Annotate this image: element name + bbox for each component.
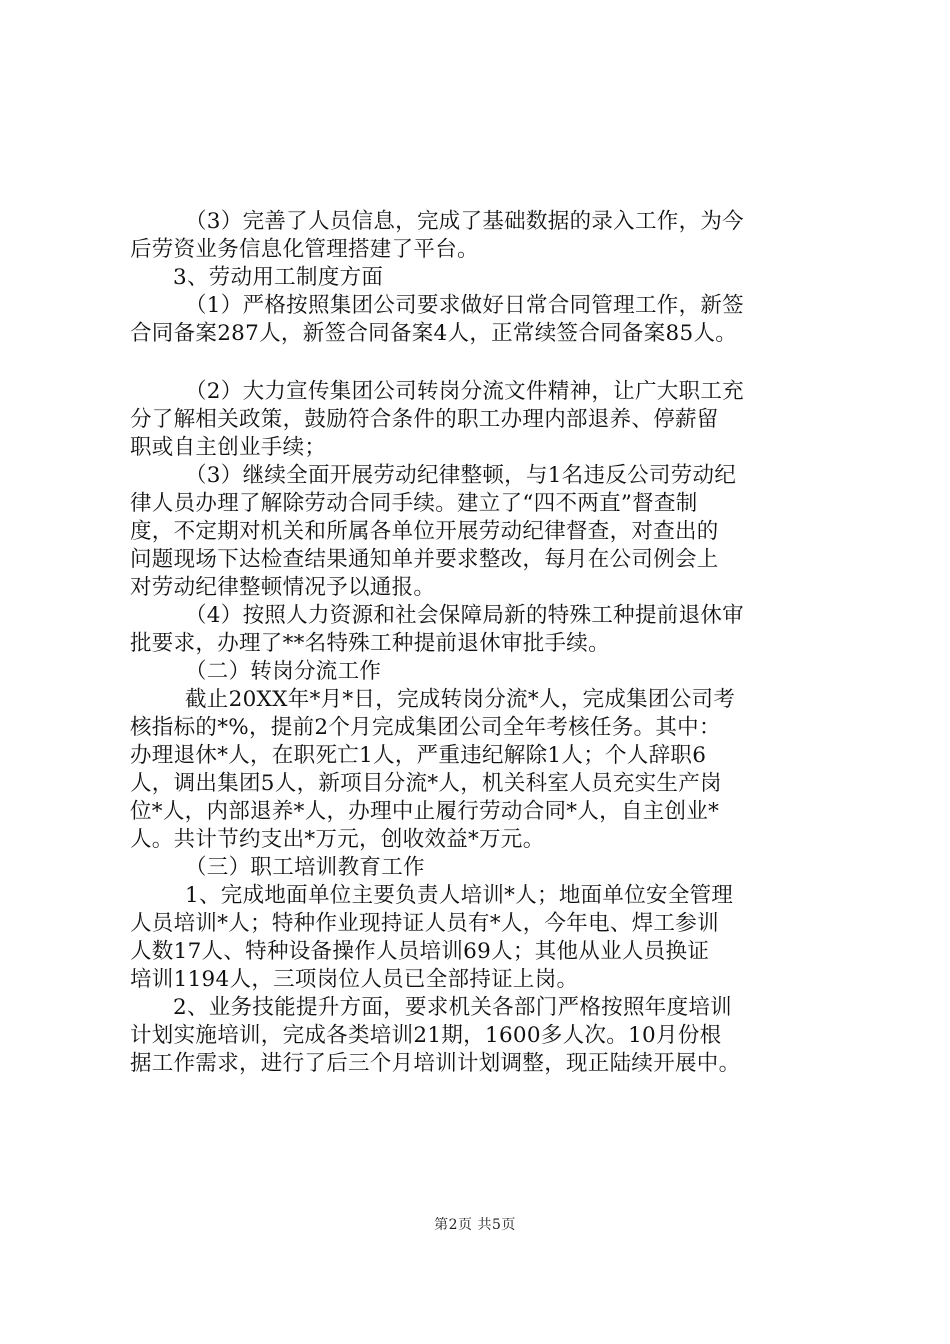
paragraph-line: 人。共计节约支出*万元，创收效益*万元。 xyxy=(130,827,545,852)
paragraph-line: 合同备案287人，新签合同备案4人，正常续签合同备案85人。 xyxy=(130,321,738,346)
paragraph-line: 计划实施培训，完成各类培训21期，1600多人次。10月份根 xyxy=(130,1023,722,1048)
paragraph-line: （4）按照人力资源和社会保障局新的特殊工种提前退休审 xyxy=(185,603,744,628)
document-body xyxy=(130,208,842,1078)
paragraph-line: 律人员办理了解除劳动合同手续。建立了“四不两直”督查制 xyxy=(130,491,698,516)
paragraph-line: 位*人，内部退养*人，办理中止履行劳动合同*人，自主创业* xyxy=(130,799,720,824)
paragraph-line: 问题现场下达检查结果通知单并要求整改，每月在公司例会上 xyxy=(130,547,719,572)
paragraph-line: 批要求，办理了**名特殊工种提前退休审批手续。 xyxy=(130,631,610,656)
paragraph-line: 核指标的*%，提前2个月完成集团公司全年考核任务。其中： xyxy=(130,715,721,740)
paragraph-line: 培训1194人，三项岗位人员已全部持证上岗。 xyxy=(130,967,579,992)
paragraph-line: 办理退休*人，在职死亡1人，严重违纪解除1人；个人辞职6 xyxy=(130,743,707,768)
section-heading: （二）转岗分流工作 xyxy=(185,659,382,684)
paragraph-line: 人，调出集团5人，新项目分流*人，机关科室人员充实生产岗 xyxy=(130,771,722,796)
paragraph-line: 职或自主创业手续； xyxy=(130,435,327,460)
paragraph-line: 后劳资业务信息化管理搭建了平台。 xyxy=(130,237,479,262)
page-number-footer: 第2页 共5页 xyxy=(434,1217,516,1233)
paragraph-line: （3）继续全面开展劳动纪律整顿，与1名违反公司劳动纪 xyxy=(185,463,737,488)
section-heading: （三）职工培训教育工作 xyxy=(185,855,425,880)
paragraph-gap xyxy=(130,348,842,378)
paragraph-line: 人数17人、特种设备操作人员培训69人；其他从业人员换证 xyxy=(130,939,710,964)
paragraph-line: 2、业务技能提升方面，要求机关各部门严格按照年度培训 xyxy=(173,995,732,1020)
paragraph-line: 截止20XX年*月*日，完成转岗分流*人，完成集团公司考 xyxy=(185,687,736,712)
paragraph-line: 分了解相关政策，鼓励符合条件的职工办理内部退养、停薪留 xyxy=(130,407,719,432)
paragraph-line: 对劳动纪律整顿情况予以通报。 xyxy=(130,575,436,600)
paragraph-line: 1、完成地面单位主要负责人培训*人；地面单位安全管理 xyxy=(185,883,734,908)
paragraph-line: （2）大力宣传集团公司转岗分流文件精神，让广大职工充 xyxy=(185,379,744,404)
paragraph-line: （3）完善了人员信息，完成了基础数据的录入工作，为今 xyxy=(185,209,744,234)
paragraph-line: 人员培训*人；特种作业现持证人员有*人，今年电、焊工参训 xyxy=(130,911,719,936)
paragraph-line: （1）严格按照集团公司要求做好日常合同管理工作，新签 xyxy=(185,293,744,318)
paragraph-line: 度，不定期对机关和所属各单位开展劳动纪律督查，对查出的 xyxy=(130,519,719,544)
section-heading: 3、劳动用工制度方面 xyxy=(173,265,384,290)
paragraph-line: 据工作需求，进行了后三个月培训计划调整，现正陆续开展中。 xyxy=(130,1051,741,1076)
